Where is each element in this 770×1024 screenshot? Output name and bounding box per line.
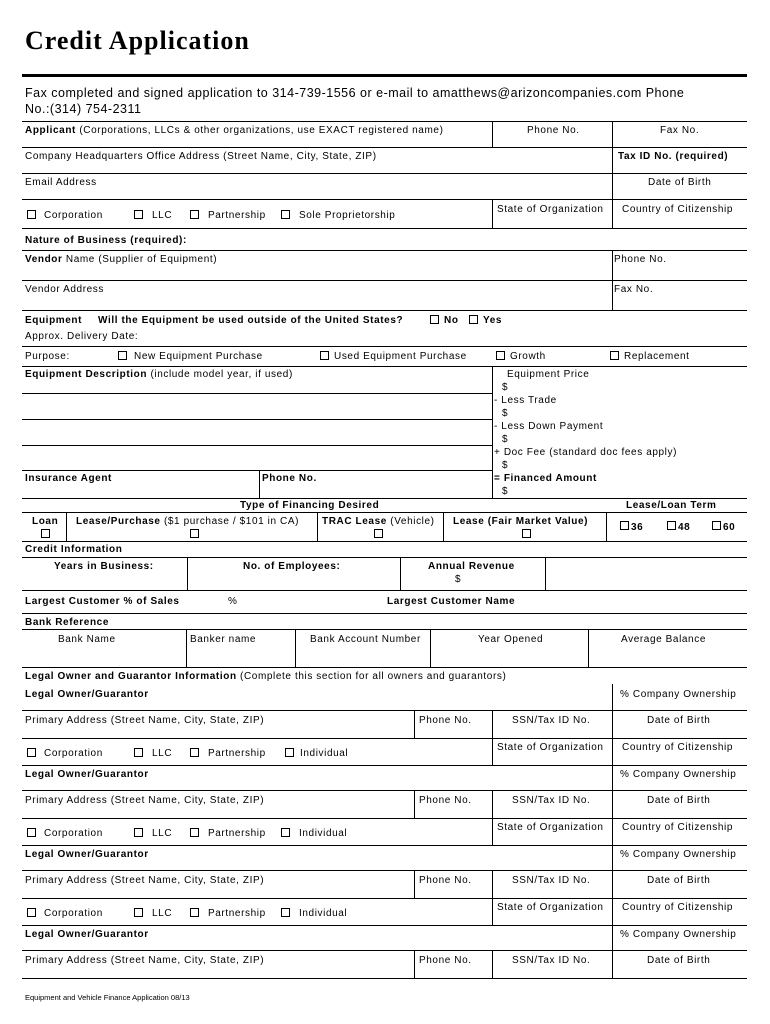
owner-4-phone-label: Phone No. — [419, 955, 472, 966]
owner-1-individual-checkbox[interactable] — [285, 748, 294, 757]
term-48-checkbox[interactable] — [667, 521, 676, 530]
outside-us-no-checkbox[interactable] — [430, 315, 439, 324]
country-citizenship-label: Country of Citizenship — [622, 204, 734, 215]
owner-4-dob-label: Date of Birth — [647, 955, 711, 966]
outside-us-yes-checkbox[interactable] — [469, 315, 478, 324]
owner-3-label: Legal Owner/Guarantor — [25, 849, 149, 860]
growth-label: Growth — [510, 351, 546, 362]
owner-3-ownership-label: % Company Ownership — [620, 849, 737, 860]
owner-2-corporation-label: Corporation — [44, 828, 103, 839]
nature-of-business-label: Nature of Business (required): — [25, 235, 187, 246]
owner-2-dob-label: Date of Birth — [647, 795, 711, 806]
owners-heading: Legal Owner and Guarantor Information (Complete this section for all owners and guarantors) — [25, 671, 507, 682]
owner-1-corporation-checkbox[interactable] — [27, 748, 36, 757]
owner-3-ssn-label: SSN/Tax ID No. — [512, 875, 591, 886]
replacement-checkbox[interactable] — [610, 351, 619, 360]
llc-checkbox[interactable] — [134, 210, 143, 219]
less-trade-label: - Less Trade — [494, 395, 557, 406]
outside-us-yes-label: Yes — [483, 315, 503, 326]
doc-fee-label: + Doc Fee (standard doc fees apply) — [494, 447, 678, 458]
owner-1-dob-label: Date of Birth — [647, 715, 711, 726]
largest-customer-name-label: Largest Customer Name — [387, 596, 516, 607]
corporation-checkbox[interactable] — [27, 210, 36, 219]
outside-us-no-label: No — [444, 315, 459, 326]
footer-text: Equipment and Vehicle Finance Application 08/13 — [25, 993, 190, 1002]
equipment-price-label: Equipment Price — [507, 369, 590, 380]
owner-2-country-label: Country of Citizenship — [622, 822, 734, 833]
owner-2-label: Legal Owner/Guarantor — [25, 769, 149, 780]
purpose-label: Purpose: — [25, 351, 70, 362]
owner-2-ssn-label: SSN/Tax ID No. — [512, 795, 591, 806]
annual-revenue-label: Annual Revenue — [428, 561, 515, 572]
loan-term-heading: Lease/Loan Term — [626, 500, 717, 511]
owner-1-address-label: Primary Address (Street Name, City, State, ZIP) — [25, 715, 265, 726]
term-48-label: 48 — [678, 522, 691, 533]
doc-fee-dollar: $ — [502, 460, 509, 471]
owner-2-state-label: State of Organization — [497, 822, 604, 833]
loan-checkbox[interactable] — [41, 529, 50, 538]
owner-3-dob-label: Date of Birth — [647, 875, 711, 886]
owner-3-llc-checkbox[interactable] — [134, 908, 143, 917]
employees-label: No. of Employees: — [243, 561, 341, 572]
sole-proprietorship-checkbox[interactable] — [281, 210, 290, 219]
used-purchase-checkbox[interactable] — [320, 351, 329, 360]
new-purchase-label: New Equipment Purchase — [134, 351, 263, 362]
banker-name-label: Banker name — [190, 634, 257, 645]
new-purchase-checkbox[interactable] — [118, 351, 127, 360]
vendor-fax-label: Fax No. — [614, 284, 654, 295]
owner-3-phone-label: Phone No. — [419, 875, 472, 886]
owner-2-individual-label: Individual — [299, 828, 348, 839]
term-60-checkbox[interactable] — [712, 521, 721, 530]
owner-1-country-label: Country of Citizenship — [622, 742, 734, 753]
dob-label: Date of Birth — [648, 177, 712, 188]
trac-lease-label: TRAC Lease (Vehicle) — [322, 516, 435, 527]
down-dollar: $ — [502, 434, 509, 445]
title-rule — [22, 74, 747, 77]
vendor-address-label: Vendor Address — [25, 284, 105, 295]
financed-dollar: $ — [502, 486, 509, 497]
owner-4-label: Legal Owner/Guarantor — [25, 929, 149, 940]
owner-1-phone-label: Phone No. — [419, 715, 472, 726]
owner-3-corporation-label: Corporation — [44, 908, 103, 919]
trade-dollar: $ — [502, 408, 509, 419]
intro-line-1: Fax completed and signed application to 314-739-1556 or e-mail to amatthews@arizoncompanies.com Phone — [25, 86, 685, 100]
owner-3-corporation-checkbox[interactable] — [27, 908, 36, 917]
owner-2-llc-label: LLC — [152, 828, 173, 839]
lease-purchase-label: Lease/Purchase ($1 purchase / $101 in CA) — [76, 516, 300, 527]
owner-1-llc-label: LLC — [152, 748, 173, 759]
price-dollar: $ — [502, 382, 509, 393]
vendor-phone-label: Phone No. — [614, 254, 667, 265]
email-label: Email Address — [25, 177, 97, 188]
owner-3-country-label: Country of Citizenship — [622, 902, 734, 913]
partnership-checkbox[interactable] — [190, 210, 199, 219]
owner-3-address-label: Primary Address (Street Name, City, State, ZIP) — [25, 875, 265, 886]
owner-3-llc-label: LLC — [152, 908, 173, 919]
years-in-business-label: Years in Business: — [54, 561, 154, 572]
insurance-agent-label: Insurance Agent — [25, 473, 112, 484]
fmv-lease-label: Lease (Fair Market Value) — [453, 516, 589, 527]
trac-lease-checkbox[interactable] — [374, 529, 383, 538]
lease-purchase-checkbox[interactable] — [190, 529, 199, 538]
owner-3-partnership-label: Partnership — [208, 908, 266, 919]
equipment-label: Equipment — [25, 315, 83, 326]
growth-checkbox[interactable] — [496, 351, 505, 360]
bank-name-label: Bank Name — [58, 634, 116, 645]
average-balance-label: Average Balance — [621, 634, 706, 645]
applicant-fax-label: Fax No. — [660, 125, 700, 136]
owner-1-ssn-label: SSN/Tax ID No. — [512, 715, 591, 726]
owner-1-llc-checkbox[interactable] — [134, 748, 143, 757]
page-title: Credit Application — [25, 26, 250, 55]
owner-2-individual-checkbox[interactable] — [281, 828, 290, 837]
financing-type-heading: Type of Financing Desired — [240, 500, 380, 511]
owner-2-ownership-label: % Company Ownership — [620, 769, 737, 780]
owner-1-state-label: State of Organization — [497, 742, 604, 753]
equipment-description-label: Equipment Description (include model year, if used) — [25, 369, 293, 380]
term-60-label: 60 — [723, 522, 736, 533]
revenue-dollar: $ — [455, 574, 462, 585]
sole-proprietorship-label: Sole Proprietorship — [299, 210, 396, 221]
owner-4-address-label: Primary Address (Street Name, City, State, ZIP) — [25, 955, 265, 966]
owner-1-partnership-checkbox[interactable] — [190, 748, 199, 757]
owner-3-partnership-checkbox[interactable] — [190, 908, 199, 917]
bank-account-label: Bank Account Number — [310, 634, 421, 645]
owner-2-partnership-checkbox[interactable] — [190, 828, 199, 837]
term-36-label: 36 — [631, 522, 644, 533]
bank-reference-heading: Bank Reference — [25, 617, 109, 628]
state-organization-label: State of Organization — [497, 204, 604, 215]
owner-3-individual-label: Individual — [299, 908, 348, 919]
owner-1-corporation-label: Corporation — [44, 748, 103, 759]
loan-label: Loan — [32, 516, 59, 527]
owner-2-phone-label: Phone No. — [419, 795, 472, 806]
less-down-label: - Less Down Payment — [494, 421, 604, 432]
owner-2-llc-checkbox[interactable] — [134, 828, 143, 837]
owner-2-address-label: Primary Address (Street Name, City, State, ZIP) — [25, 795, 265, 806]
applicant-label: Applicant (Corporations, LLCs & other organizations, use EXACT registered name) — [25, 125, 444, 136]
hq-address-label: Company Headquarters Office Address (Street Name, City, State, ZIP) — [25, 151, 377, 162]
fmv-lease-checkbox[interactable] — [522, 529, 531, 538]
intro-line-2: No.:(314) 754-2311 — [25, 102, 142, 116]
pct-sign: % — [228, 596, 238, 607]
owner-4-ownership-label: % Company Ownership — [620, 929, 737, 940]
largest-customer-pct-label: Largest Customer % of Sales — [25, 596, 180, 607]
owner-2-partnership-label: Partnership — [208, 828, 266, 839]
vendor-name-label: Vendor Name (Supplier of Equipment) — [25, 254, 218, 265]
year-opened-label: Year Opened — [478, 634, 544, 645]
insurance-phone-label: Phone No. — [262, 473, 317, 484]
owner-1-ownership-label: % Company Ownership — [620, 689, 737, 700]
corporation-label: Corporation — [44, 210, 103, 221]
owner-4-ssn-label: SSN/Tax ID No. — [512, 955, 591, 966]
tax-id-label: Tax ID No. (required) — [618, 151, 729, 162]
used-purchase-label: Used Equipment Purchase — [334, 351, 467, 362]
owner-1-label: Legal Owner/Guarantor — [25, 689, 149, 700]
delivery-date-label: Approx. Delivery Date: — [25, 331, 139, 342]
applicant-phone-label: Phone No. — [527, 125, 580, 136]
credit-info-heading: Credit Information — [25, 544, 123, 555]
owner-1-partnership-label: Partnership — [208, 748, 266, 759]
llc-label: LLC — [152, 210, 173, 221]
owner-3-state-label: State of Organization — [497, 902, 604, 913]
partnership-label: Partnership — [208, 210, 266, 221]
intro-text — [25, 85, 740, 117]
owner-2-corporation-checkbox[interactable] — [27, 828, 36, 837]
rule — [22, 121, 747, 122]
financed-amount-label: = Financed Amount — [494, 473, 597, 484]
replacement-label: Replacement — [624, 351, 690, 362]
outside-us-question: Will the Equipment be used outside of the United States? — [98, 315, 404, 326]
owner-3-individual-checkbox[interactable] — [281, 908, 290, 917]
owner-1-individual-label: Individual — [300, 748, 349, 759]
term-36-checkbox[interactable] — [620, 521, 629, 530]
